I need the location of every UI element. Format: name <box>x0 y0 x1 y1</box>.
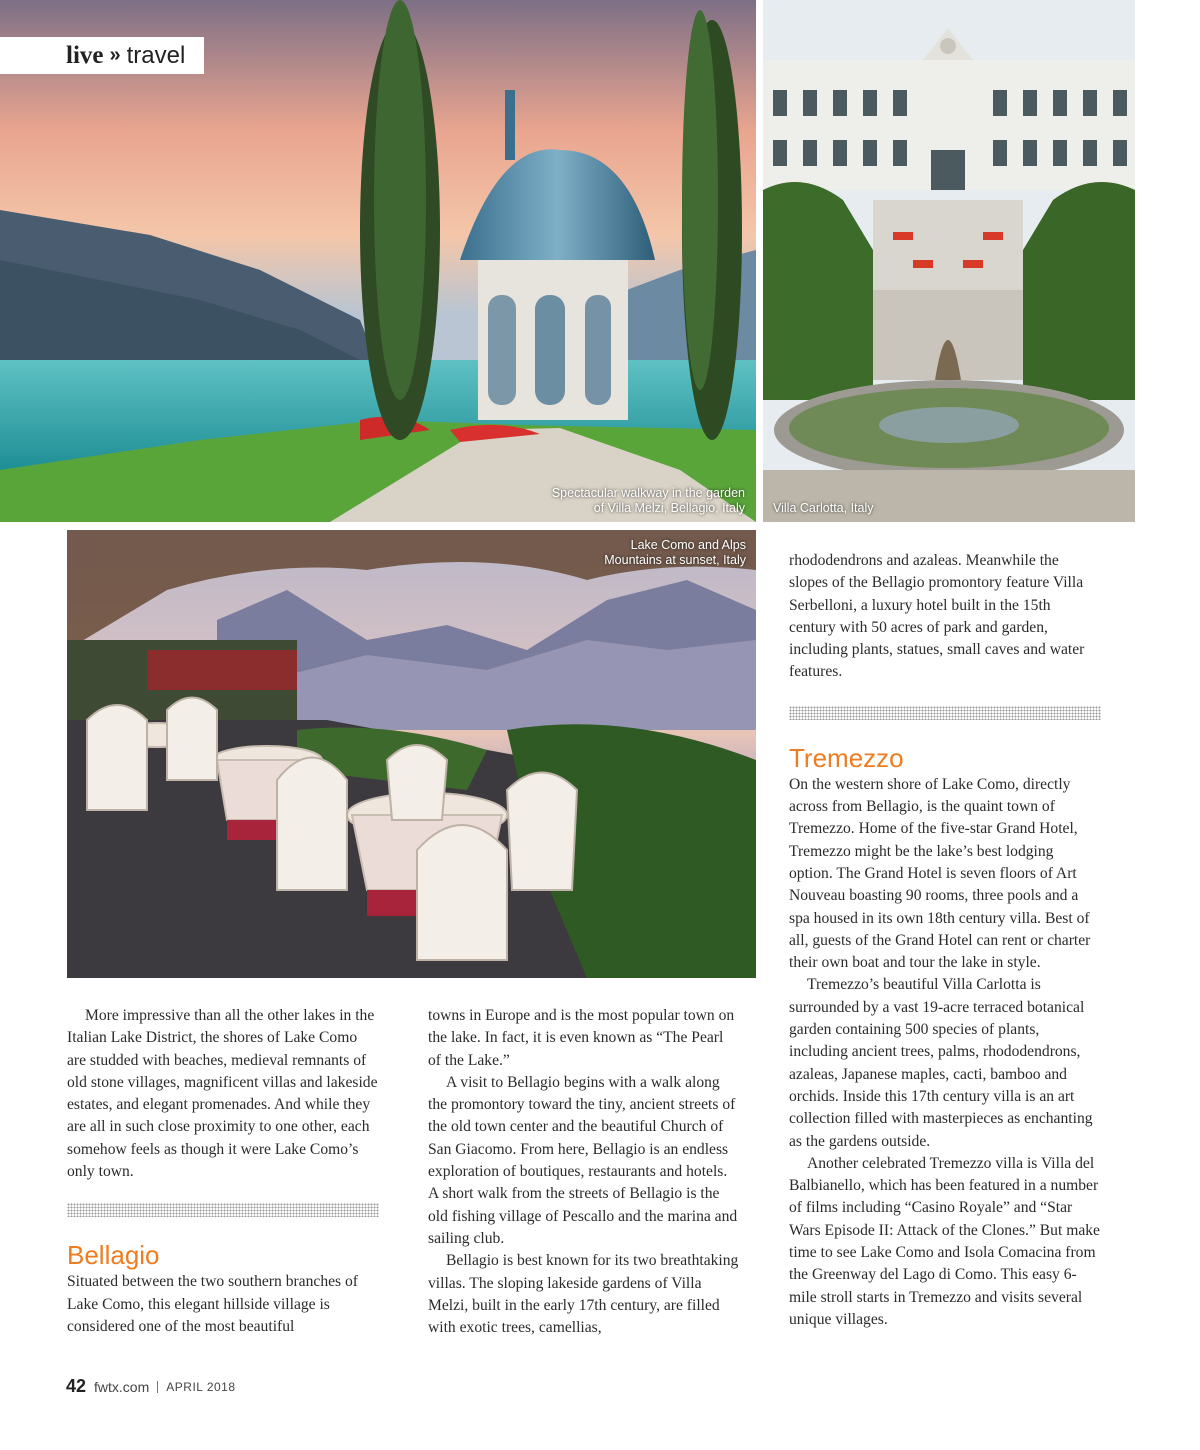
site-name: fwtx.com <box>94 1378 150 1395</box>
heading-tremezzo: Tremezzo <box>789 742 904 773</box>
photo-villa-melzi <box>0 0 756 522</box>
caption-lake-como <box>604 538 746 568</box>
bellagio-paragraph: Bellagio is best known for its two breathtaking villas. The sloping lakeside gardens of Villa Melzi, built in the early 17th century, are filled with exotic trees, camellias, <box>428 1252 739 1337</box>
article-column-2 <box>428 1005 740 1339</box>
caption-villa-carlotta <box>773 501 874 516</box>
footer-separator <box>157 1381 158 1393</box>
bellagio-paragraph: towns in Europe and is the most popular town on the lake. In fact, it is even known as “The Pearl of the Lake.” <box>428 1007 735 1069</box>
section-divider <box>67 1203 379 1217</box>
photo-lake-como <box>67 530 756 978</box>
tremezzo-paragraph: Tremezzo’s beautiful Villa Carlotta is surrounded by a vast 19-acre terraced botanical garden containing 500 species of plants, including ancient trees, palms, rhododendrons, azaleas, Japanese maples, cacti, bamboo and orchids. Inside this 17th century villa is an art collection filled with masterpieces as enchanting as the gardens outside. <box>789 976 1093 1150</box>
caption-line: Spectacular walkway in the garden <box>551 486 745 500</box>
subsection-label: travel <box>126 41 186 69</box>
bellagio-paragraph: rhododendrons and azaleas. Meanwhile the slopes of the Bellagio promontory feature Villa Serbelloni, a luxury hotel built in the 15th century with 50 acres of park and garden, including plants, statues, small caves and water features. <box>789 552 1085 681</box>
tremezzo-paragraph: On the western shore of Lake Como, directly across from Bellagio, is the quaint town of Tremezzo. Home of the five-star Grand Hotel, Tremezzo might be the lake’s best lodging option. The Grand Hotel is seven floors of Art Nouveau boasting 90 rooms, three pools and a spa housed in its own 18th century villa. Best of all, guests of the Grand Hotel can rent or charter their own boat and tour the lake in style. <box>789 775 1091 972</box>
article-column-1 <box>67 1005 379 1338</box>
section-separator: » <box>109 44 121 66</box>
caption-line: Lake Como and Alps <box>630 538 746 552</box>
bellagio-paragraph: A visit to Bellagio begins with a walk along the promontory toward the tiny, ancient streets of the old town center and the beautiful Church of San Giacomo. From here, Bellagio is an endless exploration of boutiques, restaurants and hotels. A short walk from the streets of Bellagio is the old fishing village of Pescallo and the marina and sailing club. <box>428 1073 738 1247</box>
page-footer <box>66 1376 236 1397</box>
caption-line: Mountains at sunset, Italy <box>604 553 746 567</box>
caption-line: of Villa Melzi, Bellagio, Italy <box>593 501 745 515</box>
section-header <box>0 37 204 74</box>
caption-line: Villa Carlotta, Italy <box>773 501 874 515</box>
section-label: live <box>66 41 104 69</box>
page-number: 42 <box>66 1376 87 1396</box>
tremezzo-paragraph: Another celebrated Tremezzo villa is Villa del Balbianello, which has been featured in a number of films including “Casino Royale” and “Star Wars Episode II: Attack of the Clones.” But make time to see Lake Como and Isola Comacina from the Greenway del Lago di Como. This easy 6-mile stroll starts in Tremezzo and visits several unique villages. <box>789 1154 1100 1328</box>
section-divider <box>789 706 1101 720</box>
article-column-3 <box>789 550 1101 1331</box>
bellagio-paragraph: Situated between the two southern branches of Lake Como, this elegant hillside village is considered one of the most beautiful <box>67 1273 358 1335</box>
caption-villa-melzi <box>552 486 745 516</box>
issue-date: APRIL 2018 <box>166 1379 236 1394</box>
intro-paragraph: More impressive than all the other lakes in the Italian Lake District, the shores of Lake Como are studded with beaches, medieval remnants of old stone villages, magnificent villas and lakeside estates, and elegant promenades. And while they are all in such close proximity to one other, each somehow feels as though it were Lake Como’s only town. <box>67 1007 378 1181</box>
heading-bellagio: Bellagio <box>67 1240 160 1271</box>
photo-villa-carlotta <box>763 0 1135 522</box>
